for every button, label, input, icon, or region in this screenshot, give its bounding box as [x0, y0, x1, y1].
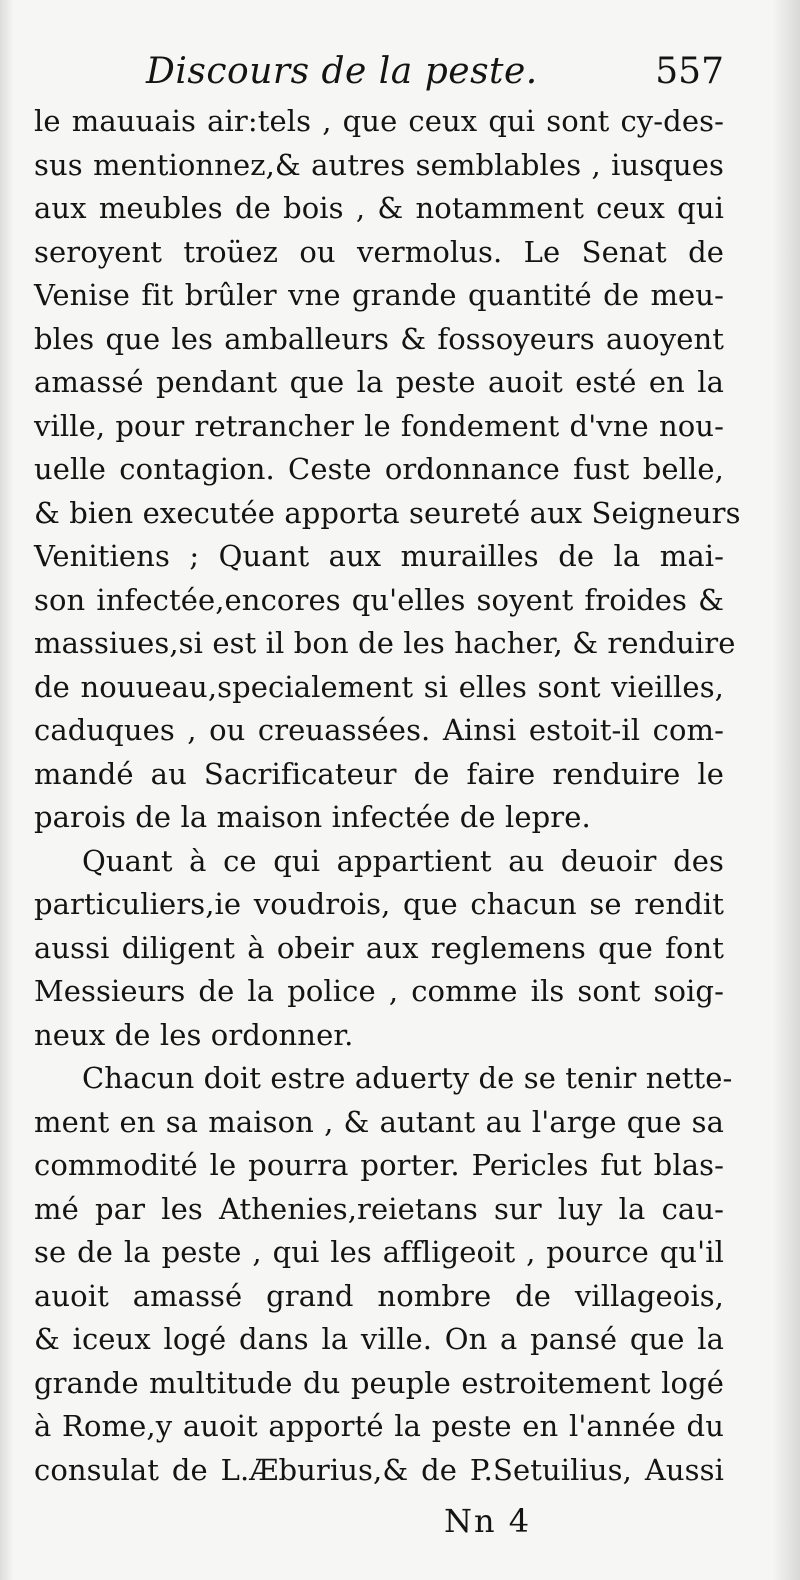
signature-mark: Nn 4	[444, 1502, 532, 1540]
text-line: se de la peste , qui les affligeoit , pource qu'il	[34, 1235, 724, 1269]
text-line: consulat de L.Æburius,& de P.Setuilius, Aussi	[34, 1452, 724, 1487]
text-line: mé par les Athenies,reietans sur luy la cau-	[34, 1191, 724, 1226]
running-title: Discours de la peste.	[146, 51, 538, 92]
text-line: le mauuais air:tels , que ceux qui sont cy-des-	[34, 104, 724, 138]
text-line: seroyent troüez ou vermolus. Le Senat de	[34, 234, 724, 269]
text-line: particuliers,ie voudrois, que chacun se rendit	[34, 887, 724, 921]
text-line: mandé au Sacrificateur de faire renduire le	[34, 756, 724, 791]
page-number: 557	[655, 51, 724, 92]
text-line: & bien executée apporta seureté aux Seigneurs	[34, 495, 741, 530]
text-line: à Rome,y auoit apporté la peste en l'année du	[34, 1409, 724, 1443]
text-line: ment en sa maison , & autant au l'arge que sa	[34, 1104, 724, 1139]
text-line: commodité le pourra porter. Pericles fut blas-	[34, 1148, 724, 1182]
text-line: aux meubles de bois , & notamment ceux qui	[34, 191, 724, 225]
paragraph-start-line: Chacun doit estre aduerty de se tenir nette-	[82, 1061, 733, 1095]
text-line: Venise fit brûler vne grande quantité de meu-	[34, 278, 724, 312]
text-line: ville, pour retrancher le fondement d'vne nou-	[34, 408, 724, 443]
text-line: son infectée,encores qu'elles soyent froides &	[34, 582, 724, 617]
paragraph-end-line: parois de la maison infectée de lepre.	[34, 800, 591, 834]
paragraph-end-line: neux de les ordonner.	[34, 1017, 354, 1052]
text-line: de nouueau,specialement si elles sont vieilles,	[34, 669, 724, 704]
paragraph-start-line: Quant à ce qui appartient au deuoir des	[82, 843, 724, 878]
text-line: Venitiens ; Quant aux murailles de la mai-	[34, 539, 724, 573]
text-line: uelle contagion. Ceste ordonnance fust belle,	[34, 452, 724, 486]
text-line: caduques , ou creuassées. Ainsi estoit-il com-	[34, 713, 724, 747]
text-line: auoit amassé grand nombre de villageois,	[34, 1278, 724, 1313]
text-block	[34, 100, 741, 1492]
gutter-shadow	[0, 0, 14, 1580]
text-line: massiues,si est il bon de les hacher, & renduire	[34, 626, 736, 660]
page-header	[34, 44, 724, 100]
text-line: sus mentionnez,& autres semblables , iusques	[34, 147, 724, 182]
text-line: aussi diligent à obeir aux reglemens que font	[34, 930, 724, 965]
text-line: grande multitude du peuple estroitement logé	[34, 1365, 724, 1400]
text-line: amassé pendant que la peste auoit esté en la	[34, 365, 724, 399]
text-line: bles que les amballeurs & fossoyeurs auoyent	[34, 321, 724, 356]
text-line: Messieurs de la police , comme ils sont soig-	[34, 974, 724, 1008]
text-line: & iceux logé dans la ville. On a pansé que la	[34, 1322, 724, 1356]
page-edge-shadow	[772, 0, 800, 1580]
